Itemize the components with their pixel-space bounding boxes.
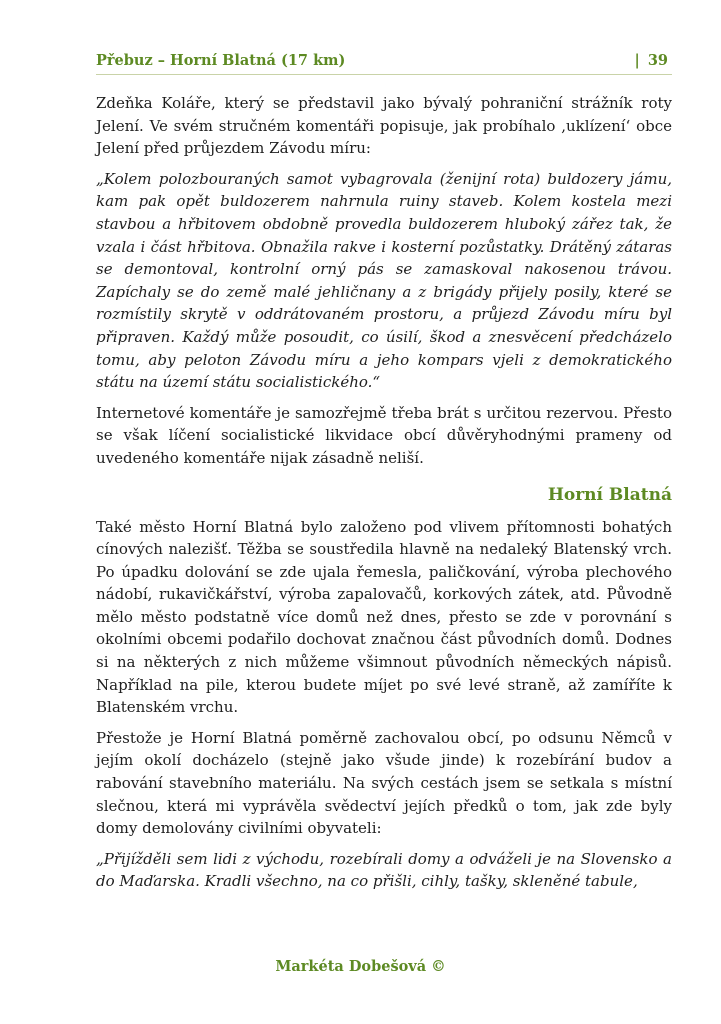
paragraph-2: Internetové komentáře je samozřejmě třeba brát s určitou rezervou. Přesto se však líčení socialistické likvidace obcí důvěryhodnými prameny od uvedeného komentáře nijak zásadně neliší.: [96, 403, 672, 467]
paragraph-1: Zdeňka Koláře, který se představil jako bývalý pohraniční strážník roty Jelení. Ve svém stručném komentáři popisuje, jak probíhalo ‚uklízení‘ obce Jelení před průjezdem Závodu míru:: [96, 94, 672, 158]
page-header: [96, 50, 672, 75]
paragraph-4: Přestože je Horní Blatná poměrně zachovalou obcí, po odsunu Němců v jejím okolí docházelo (stejně jako všude jinde) k rozebírání budov a rabování stavebního materiálu. Na svých cestách jsem se setkala s místní slečnou, která mi vyprávěla svědectví jejích předků o tom, jak zde byly domy demolovány civilními obyvateli:: [96, 728, 672, 838]
section-heading: Horní Blatná: [547, 484, 672, 505]
page-number: 39: [647, 52, 668, 69]
page-body: [96, 92, 672, 893]
quote-2: „Přijížděli sem lidi z východu, rozebírali domy a odváželi je na Slovensko a do Maďarska. Kradli všechno, na co přišli, cihly, tašky, skleněné tabule,: [96, 849, 672, 891]
header-page-number: [635, 52, 668, 69]
quote-1: „Kolem polozbouraných samot vybagrovala (ženijní rota) buldozery jámu, kam pak opět buldozerem nahrnula ruiny staveb. Kolem kostela mezi stavbou a hřbitovem obdobně provedla buldozerem hluboký zářez tak, že vzala i část hřbitova. Obnažila rakve i kosterní pozůstatky. Drátěný zátaras se demontoval, kontrolní orný pás se zamaskoval nakosenou trávou. Zapíchaly se do země malé jehličnany a z brigády přijely posily, které se rozmístily skrytě v oddrátovaném prostoru, a průjezd Závodu míru byl připraven. Každý může posoudit, co úsilí, škod a znesvěcení předcházelo tomu, aby peloton Závodu míru a jeho kompars vjeli z demokratického státu na území státu socialistického.“: [96, 169, 672, 392]
paragraph-3: Také město Horní Blatná bylo založeno pod vlivem přítomnosti bohatých cínových nalezišť. Těžba se soustředila hlavně na nedaleký Blatenský vrch. Po úpadku dolování se zde ujala řemesla, paličkování, výroba plechového nádobí, rukavičkářství, výroba zapalovačů, korkových zátek, atd. Původně mělo město podstatně více domů než dnes, přesto se zde v porovnání s okolními obcemi podařilo dochovat značnou část původních domů. Dodnes si na některých z nich můžeme všimnout původních německých nápisů. Například na pile, kterou budete míjet po své levé straně, až zamíříte k Blatenském vrchu.: [96, 517, 672, 717]
page-footer: Markéta Dobešová ©: [275, 958, 446, 975]
header-title: Přebuz – Horní Blatná (17 km): [96, 52, 346, 69]
header-separator: |: [634, 52, 640, 69]
